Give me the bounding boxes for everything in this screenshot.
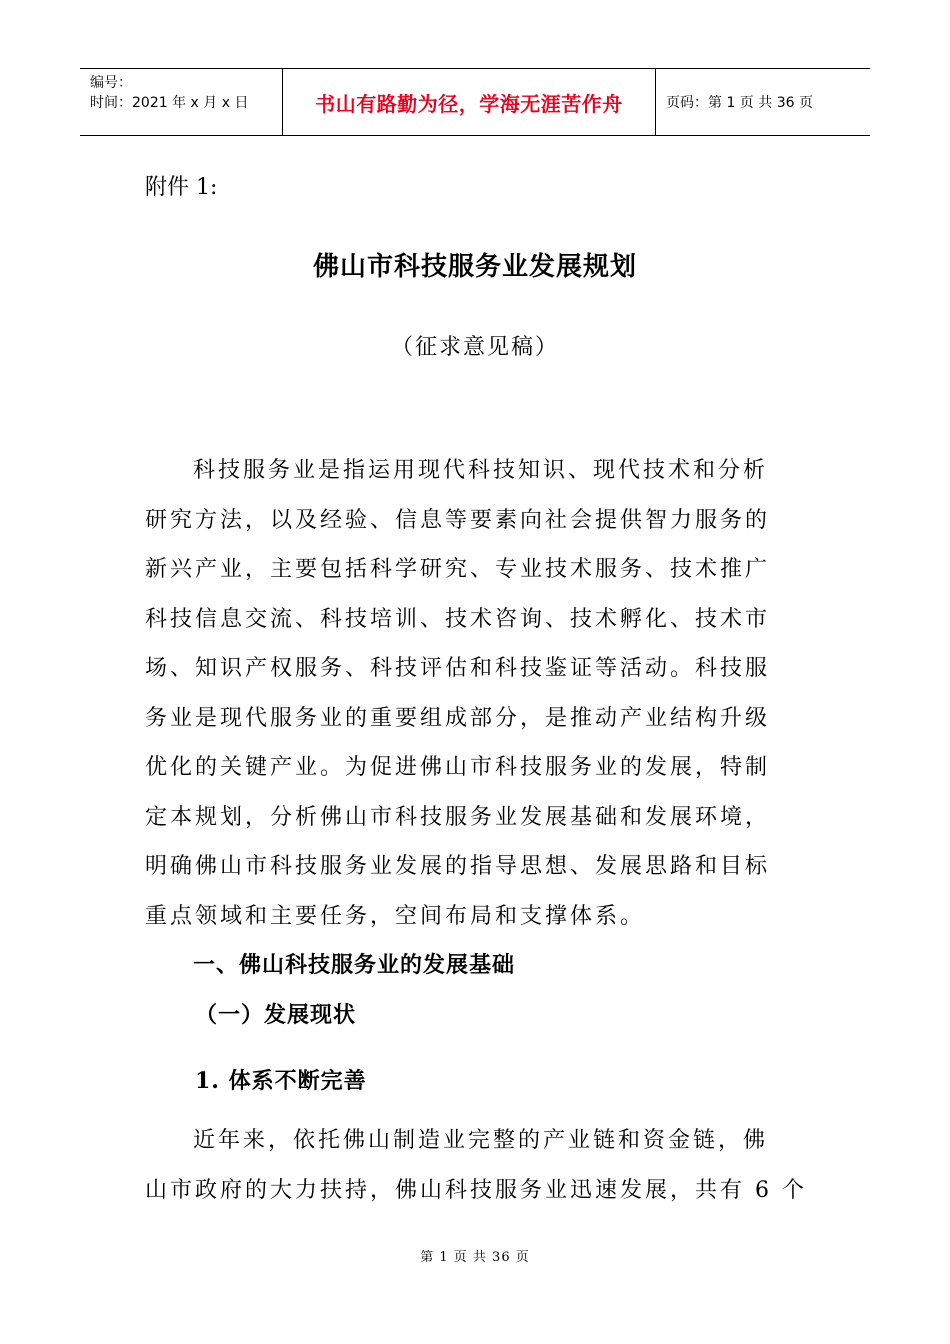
subsection-heading: （一）发展现状: [195, 1003, 357, 1028]
paragraph-line: 科技信息交流、科技培训、技术咨询、技术孵化、技术市: [145, 606, 771, 632]
paragraph-line: 新兴产业，主要包括科学研究、专业技术服务、技术推广: [145, 557, 771, 582]
header-motto: 书山有路勤为径，学海无涯苦作舟: [283, 69, 656, 135]
number-label: 编号：: [90, 75, 132, 91]
page-footer: 第 1 页 共 36 页: [420, 1250, 530, 1265]
intro-paragraph: [145, 446, 807, 941]
body-paragraph: [145, 1116, 807, 1215]
page-header: [80, 68, 870, 136]
document-title: 佛山市科技服务业发展规划: [312, 252, 637, 282]
paragraph-line: 近年来，依托佛山制造业完整的产业链和资金链，佛: [193, 1128, 769, 1153]
section-heading: 一、佛山科技服务业的发展基础: [193, 953, 516, 978]
paragraph-line: 重点领域和主要任务，空间布局和支撑体系。: [145, 903, 646, 929]
paragraph-line: 研究方法，以及经验、信息等要素向社会提供智力服务的: [145, 507, 771, 533]
header-meta: [80, 69, 283, 135]
paragraph-line: 定本规划，分析佛山市科技服务业发展基础和发展环境，: [145, 804, 771, 830]
paragraph-line: 场、知识产权服务、科技评估和科技鉴证等活动。科技服: [145, 656, 771, 681]
attachment-label: 附件 1:: [145, 175, 218, 200]
time-label: 时间：2021 年 x 月 x 日: [90, 95, 249, 111]
paragraph-line: 科技服务业是指运用现代科技知识、现代技术和分析: [193, 458, 769, 483]
item-heading: 1. 体系不断完善: [195, 1068, 367, 1094]
paragraph-line: 务业是现代服务业的重要组成部分，是推动产业结构升级: [145, 705, 771, 731]
header-page-info: 页码：第 1 页 共 36 页: [666, 95, 813, 111]
paragraph-line: 明确佛山市科技服务业发展的指导思想、发展思路和目标: [145, 854, 771, 879]
paragraph-line: 山市政府的大力扶持，佛山科技服务业迅速发展，共有 6 个: [145, 1177, 807, 1203]
document-subtitle: （征求意见稿）: [390, 335, 559, 360]
paragraph-line: 优化的关键产业。为促进佛山市科技服务业的发展，特制: [145, 755, 771, 780]
